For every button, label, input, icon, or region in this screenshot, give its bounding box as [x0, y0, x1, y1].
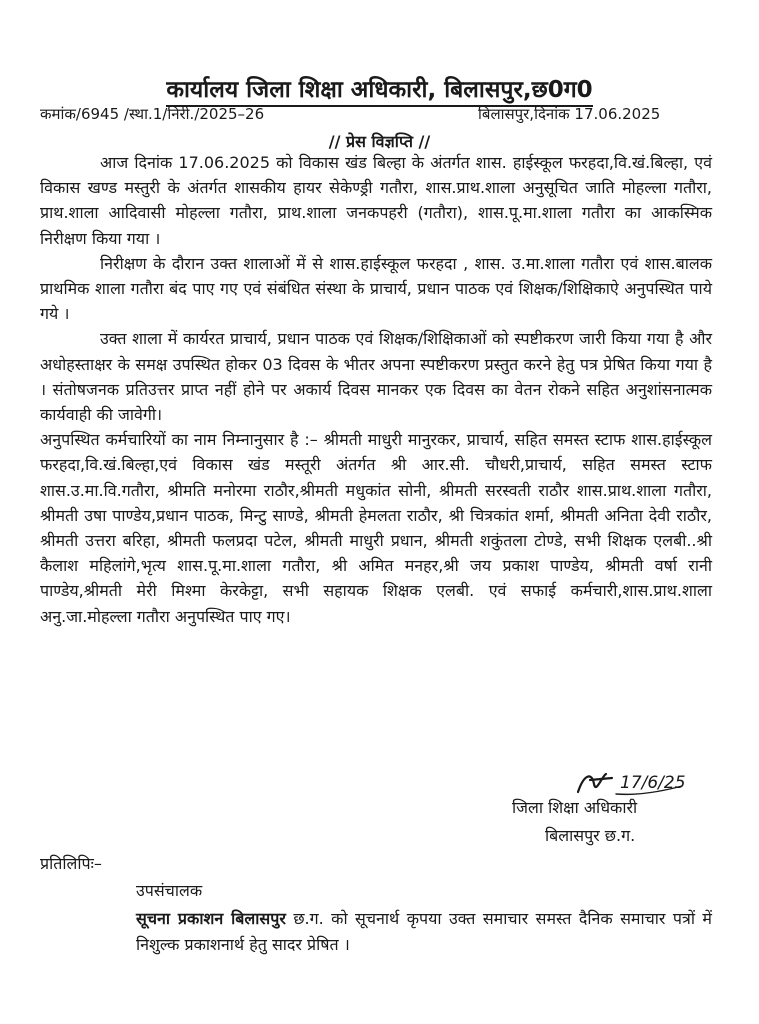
- notice-title: // प्रेस विज्ञप्ति //: [328, 132, 431, 151]
- copy-to-label: प्रतिलिपिः–: [40, 854, 102, 873]
- place-date: बिलासपुर,दिनांक 17.06.2025: [478, 105, 661, 123]
- copy-instruction-text: छ.ग. को सूचनार्थ कृपया उक्त समाचार समस्त दैनिक समाचार पत्रों में निशुल्क प्रकाशनार्थ हेतु सादर प्रेषित ।: [136, 909, 712, 954]
- signatory-place: बिलासपुर छ.ग.: [545, 826, 636, 845]
- copy-instruction: [136, 906, 712, 958]
- paragraph-absent-staff: अनुपस्थित कर्मचारियों का नाम निम्नानुसार है :– श्रीमती माधुरी मानुरकर, प्राचार्य, सहित समस्त स्टाफ शास.हाईस्कूल फरहदा,वि.खं.बिल्हा,एवं विकास खंड मस्तूरी अंतर्गत श्री आर.सी. चौधरी,प्राचार्य, सहित समस्त स्टाफ शास.उ.मा.वि.गतौरा, श्रीमति मनोरमा राठौर,श्रीमती मधुकांत सोनी, श्रीमती सरस्वती राठौर शास.प्राथ.शाला गतौरा, श्रीमती उषा पाण्डेय,प्रधान पाठक, मिन्टु साण्डे, श्रीमती हेमलता राठौर, श्री चित्रकांत शर्मा, श्रीमती अनिता देवी राठौर, श्रीमती उत्तरा बरिहा, श्रीमती फलप्रदा पटेल, श्रीमती माधुरी प्रधान, श्रीमती शकुंतला टोण्डे, सभी शिक्षक एलबी..श्री कैलाश महिलांगे,भृत्य शास.पू.मा.शाला गतौरा, श्री अमित मनहर,श्री जय प्रकाश पाण्डेय, श्रीमती वर्षा रानी पाण्डेय,श्रीमती मेरी मिश्मा केरकेट्टा, सभी सहायक शिक्षक एलबी. एवं सफाई कर्मचारी,शास.प्राथ.शाला अनु.जा.मोहल्ला गतौरा अनुपस्थित पाए गए।: [40, 430, 712, 626]
- paragraph-inspection: आज दिनांक 17.06.2025 को विकास खंड बिल्हा के अंतर्गत शास. हाईस्कूल फरहदा,वि.खं.बिल्हा, एवं विकास खण्ड मस्तुरी के अंतर्गत शासकीय हायर सेकेण्ड्री गतौरा, शास.प्राथ.शाला अनुसूचित जाति मोहल्ला गतौरा, प्राथ.शाला आदिवासी मोहल्ला गतौरा, प्राथ.शाला जनकपहरी (गतौरा), शास.पू.मा.शाला गतौरा का आकस्मिक निरीक्षण किया गया ।: [40, 153, 712, 248]
- copy-instruction-office: सूचना प्रकाशन बिलासपुर: [136, 909, 286, 928]
- notice-body: [40, 150, 712, 629]
- handwritten-signature: [572, 766, 687, 798]
- signatory-designation: जिला शिक्षा अधिकारी: [512, 798, 638, 817]
- reference-number: कमांक/6945 /स्था.1/निरी./2025–26: [40, 105, 265, 123]
- paragraph-findings: निरीक्षण के दौरान उक्त शालाओं में से शास.हाईस्कूल फरहदा , शास. उ.मा.शाला गतौरा एवं शास.बालक प्राथमिक शाला गतौरा बंद पाए गए एवं संबंधित संस्था के प्राचार्य, प्रधान पाठक एवं शिक्षक/शिक्षिकाऐ अनुपस्थित पाये गये ।: [40, 253, 712, 324]
- signature-date: 17/6/25: [620, 773, 686, 793]
- copy-recipient: उपसंचालक: [136, 881, 203, 900]
- office-title: कार्यालय जिला शिक्षा अधिकारी, बिलासपुर,छ0ग0: [0, 72, 759, 104]
- paragraph-action: उक्त शाला में कार्यरत प्राचार्य, प्रधान पाठक एवं शिक्षक/शिक्षिकाओं को स्पष्टीकरण जारी किया गया है और अधोहस्ताक्षर के समक्ष उपस्थित होकर 03 दिवस के भीतर अपना स्पष्टीकरण प्रस्तुत करने हेतु पत्र प्रेषित किया गया है । संतोषजनक प्रतिउत्तर प्राप्त नहीं होने पर अकार्य दिवस मानकर एक दिवस का वेतन रोकने सहित अनुशांसनात्मक कार्यवाही की जावेगी।: [40, 329, 712, 425]
